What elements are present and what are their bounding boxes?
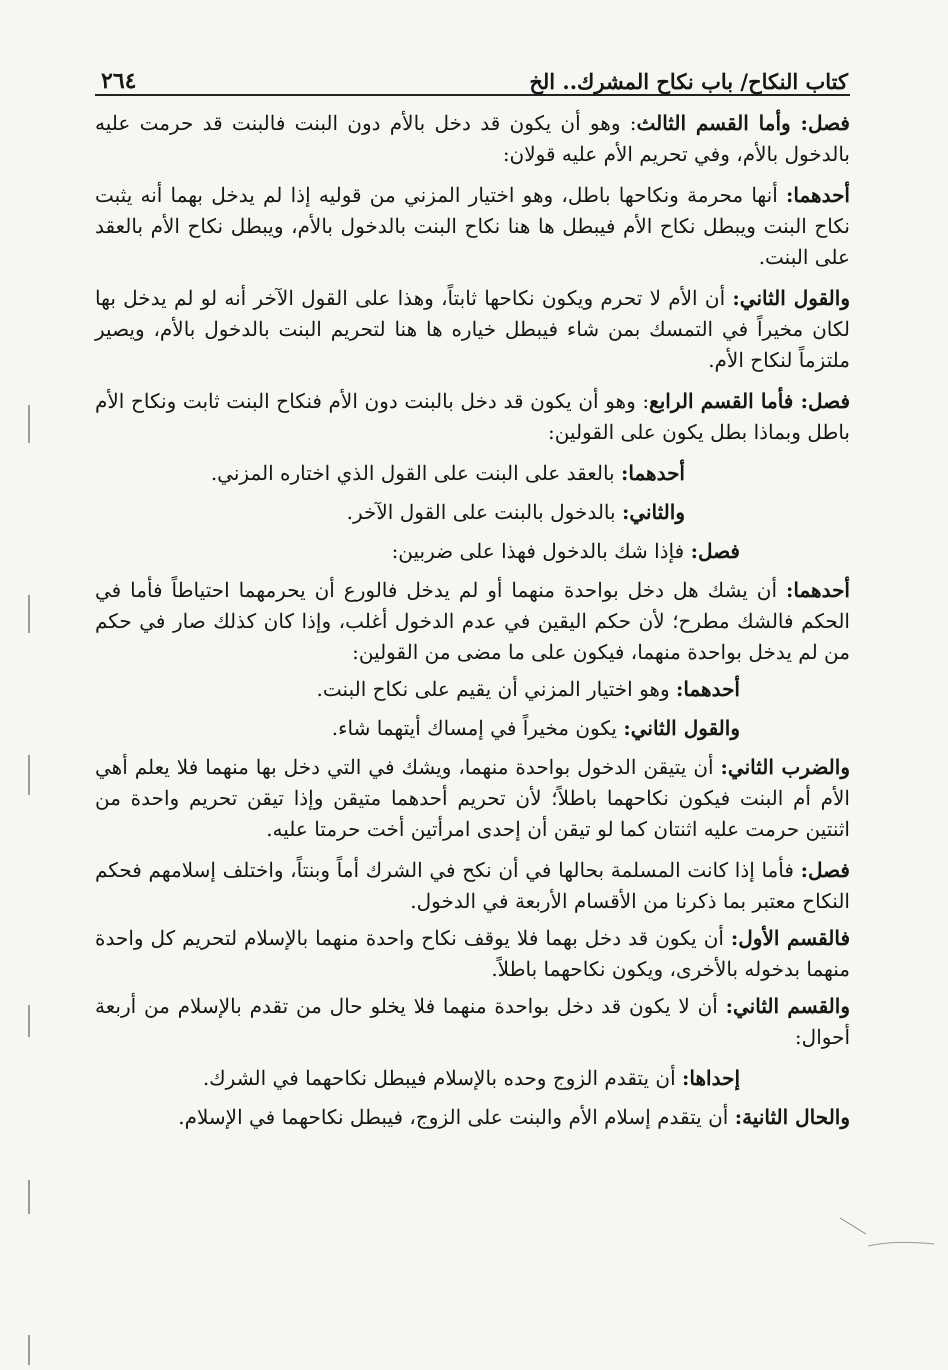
paragraph-text: أن يكون قد دخل بهما فلا يوقف نكاح واحدة منهما بالإسلام لتحريم كل واحدة منهما بدخوله بالأخرى، ويكون نكاحهما باطلاً.	[95, 926, 850, 981]
paragraph-heading: والقسم الثاني:	[725, 994, 850, 1018]
paragraph-text: أن لا يكون قد دخل بواحدة منهما فلا يخلو حال من تقدم بالإسلام من أربعة أحوال:	[95, 994, 850, 1049]
paragraph	[95, 497, 850, 528]
paragraph-text: أن يتقدم إسلام الأم والبنت على الزوج، فيبطل نكاحهما في الإسلام.	[178, 1105, 735, 1129]
paragraph-text: أن الأم لا تحرم ويكون نكاحها ثابتاً، وهذا على القول الآخر أنه لو لم يدخل بها لكان مخيراً في التمسك بمن شاء فيبطل خياره ها هنا لتحريم البنت بالدخول بالأم، ويصير ملتزماً لنكاح الأم.	[95, 286, 850, 372]
paragraph	[95, 283, 850, 376]
paragraph	[95, 674, 850, 705]
paragraph	[95, 180, 850, 273]
paragraph-heading: فالقسم الأول:	[730, 926, 851, 950]
margin-mark	[28, 595, 30, 633]
paragraph-heading: فصل:	[800, 858, 850, 882]
paragraph-text: : وهو أن يكون قد دخل بالأم دون البنت فالبنت قد حرمت عليه بالدخول بالأم، وفي تحريم الأم عليه قولان:	[95, 111, 850, 166]
margin-mark	[28, 405, 30, 443]
paragraph	[95, 991, 850, 1053]
paragraph	[95, 713, 850, 744]
paragraph-heading: فصل: وأما القسم الثالث	[636, 111, 850, 135]
paragraph-text: : وهو أن يكون قد دخل بالبنت دون الأم فنكاح البنت ثابت ونكاح الأم باطل وبماذا بطل يكون على القولين:	[95, 389, 850, 444]
margin-mark	[28, 755, 30, 795]
paragraph-heading: إحداها:	[682, 1066, 740, 1090]
paragraph	[95, 1102, 850, 1133]
paragraph-text: فأما إذا كانت المسلمة بحالها في أن نكح في الشرك أماً وبنتاً، واختلف إسلامهم فحكم النكاح معتبر بما ذكرنا من الأقسام الأربعة في الدخول.	[95, 858, 850, 913]
paragraph-heading: أحدهما:	[785, 578, 850, 602]
paragraph	[95, 458, 850, 489]
margin-mark	[28, 1180, 30, 1214]
paragraph	[95, 575, 850, 668]
paragraph-heading: والضرب الثاني:	[720, 755, 850, 779]
paragraph-text: وهو اختيار المزني أن يقيم على نكاح البنت.	[316, 677, 676, 701]
paragraph-text: أن يتقدم الزوج وحده بالإسلام فيبطل نكاحهما في الشرك.	[202, 1066, 682, 1090]
paragraph-heading: فصل: فأما القسم الرابع	[649, 389, 851, 413]
margin-mark	[28, 1005, 30, 1037]
paragraph	[95, 752, 850, 845]
paragraph-text: بالعقد على البنت على القول الذي اختاره المزني.	[210, 461, 621, 485]
paragraph	[95, 108, 850, 170]
paragraph	[95, 536, 850, 567]
pencil-mark	[838, 1210, 938, 1260]
paragraph-heading: أحدهما:	[675, 677, 740, 701]
paragraph	[95, 386, 850, 448]
book-page	[95, 58, 850, 1143]
paragraph	[95, 923, 850, 985]
margin-mark	[28, 1335, 30, 1365]
paragraph-text: بالدخول بالبنت على القول الآخر.	[346, 500, 622, 524]
page-number: ٢٦٤	[101, 68, 137, 94]
paragraph-text: فإذا شك بالدخول فهذا على ضربين:	[391, 539, 691, 563]
paragraph-text: أن يتيقن الدخول بواحدة منهما، ويشك في التي دخل بها منهما فلا يعلم أهي الأم أم البنت فيكون نكاحهما باطلاً؛ لأن تحريم أحدهما متيقن وإذا تيقن تحريم واحدة من اثنتين حرمت عليه اثنتان كما لو تيقن أن إحدى امرأتين أخت حرمتا عليه.	[95, 755, 850, 841]
paragraph-heading: والقول الثاني:	[623, 716, 740, 740]
paragraph-text: يكون مخيراً في إمساك أيتهما شاء.	[331, 716, 624, 740]
paragraph-heading: والثاني:	[621, 500, 685, 524]
paragraph-text: أن يشك هل دخل بواحدة منهما أو لم يدخل فالورع أن يحرمهما احتياطاً فأما في الحكم فالشك مطرح؛ لأن حكم اليقين في عدم الدخول أغلب، وإذا كان كذلك صار في حكم من لم يدخل بواحدة منهما، فيكون على ما مضى من القولين:	[95, 578, 850, 664]
paragraph-heading: والحال الثانية:	[734, 1105, 850, 1129]
paragraph-heading: أحدهما:	[785, 183, 850, 207]
paragraph-heading: والقول الثاني:	[732, 286, 850, 310]
paragraph	[95, 855, 850, 917]
paragraph	[95, 1063, 850, 1094]
paragraph-heading: فصل:	[690, 539, 740, 563]
running-title: كتاب النكاح/ باب نكاح المشرك.. الخ	[529, 69, 848, 94]
running-header	[95, 58, 850, 96]
page-body	[95, 108, 850, 1133]
paragraph-heading: أحدهما:	[620, 461, 685, 485]
paragraph-text: أنها محرمة ونكاحها باطل، وهو اختيار المزني من قوليه إذا لم يدخل بهما أنه يثبت نكاح البنت ويبطل نكاح الأم فيبطل ها هنا نكاح البنت بالدخول بالأم، ويبطل نكاح الأم بالعقد على البنت.	[95, 183, 850, 269]
